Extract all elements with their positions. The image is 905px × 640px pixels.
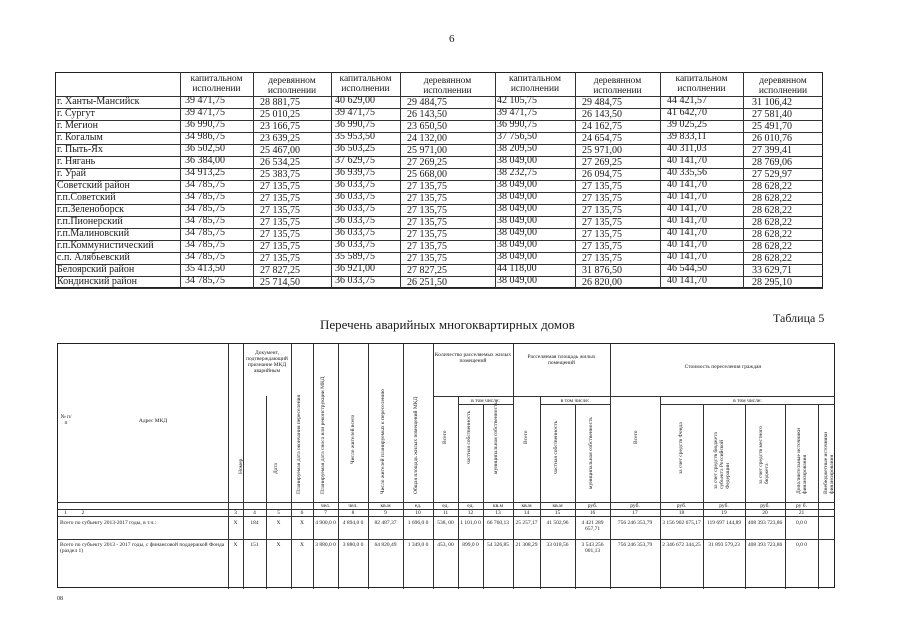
cell-value: 26 143,50	[407, 109, 447, 120]
column-number: 21	[798, 510, 805, 516]
row-name: г. Когалым	[57, 132, 103, 143]
cell-value: 36 921,00	[335, 263, 375, 274]
row-name: г. Сургут	[57, 108, 95, 119]
column-number: 17	[632, 510, 638, 516]
table-row	[55, 120, 823, 132]
cell-value: 25 010,25	[260, 109, 300, 120]
column-number: 8	[351, 510, 355, 516]
cell-value: 25 668,00	[407, 169, 447, 180]
cell-value: 34 986,75	[185, 131, 225, 142]
cell-value: 27 827,25	[260, 265, 300, 276]
cell-value: 23 650,50	[407, 121, 447, 132]
summary-cell: 184	[250, 520, 259, 526]
table-row	[55, 252, 823, 264]
cell-value: 26 820,00	[582, 277, 622, 288]
row-name: г. Пыть-Ях	[57, 144, 103, 155]
cell-value: 27 135,75	[260, 253, 300, 264]
cell-value: 38 049,00	[497, 203, 537, 214]
cost-extra-header: Внебюджетные источники финансирования	[823, 431, 835, 494]
cell-value: 23 166,75	[260, 121, 300, 132]
cell-value: 27 135,75	[407, 181, 447, 192]
cell-value: 34 785,75	[185, 275, 225, 286]
cell-value: 25 383,75	[260, 169, 300, 180]
cell-value: 27 135,75	[407, 229, 447, 240]
emergency-houses-table	[57, 343, 835, 588]
col-count-header: Количество расселяемых жилых помещений	[434, 352, 512, 364]
row-name: Белоярский район	[57, 264, 135, 275]
summary-cell: 64 820,49	[374, 542, 397, 548]
cell-value: 27 135,75	[407, 205, 447, 216]
unit-label: ед.	[414, 503, 422, 509]
cell-value: 36 502,50	[185, 143, 225, 154]
column-number: 19	[721, 510, 727, 516]
summary-cell: 31 893 579,23	[708, 542, 740, 548]
cell-value: 40 141,70	[667, 191, 707, 202]
cell-value: 26 094,75	[582, 169, 622, 180]
cell-value: 40 629,00	[335, 95, 375, 106]
col-cost-header: Стоимость переселения граждан	[684, 364, 762, 370]
summary-cell: 66 760,13	[487, 520, 509, 526]
cell-value: 34 913,25	[185, 167, 225, 178]
summary-cell: 3 880,0 0	[315, 542, 336, 548]
cell-value: 25 971,00	[407, 145, 447, 156]
row-name: г.п.Коммунистический	[57, 240, 154, 251]
cell-value: 36 990,75	[497, 119, 537, 130]
cell-value: 38 049,00	[497, 275, 537, 286]
unit-label: чел.	[320, 503, 331, 509]
cell-value: 39 833,11	[667, 131, 707, 142]
cell-value: 25 491,70	[752, 121, 792, 132]
row-name: Кондинский район	[57, 276, 137, 287]
unit-label: кв.м	[521, 503, 532, 509]
row-name: Советский район	[57, 180, 130, 191]
cost-local-header: за счет средств местного бюджета	[758, 426, 770, 484]
cell-value: 27 135,75	[260, 205, 300, 216]
cell-value: 39 471,75	[185, 95, 225, 106]
unit-label: руб.	[630, 503, 640, 509]
cell-value: 25 467,00	[260, 145, 300, 156]
summary-cell: 3 880,0 0	[342, 542, 364, 548]
summary-cell: X	[233, 520, 238, 526]
cell-value: 34 785,75	[185, 239, 225, 250]
cell-value: 36 384,00	[185, 155, 225, 166]
cell-value: 24 654,75	[582, 133, 622, 144]
summary-cell: 756 246 353,79	[617, 542, 653, 548]
cell-value: 26 143,50	[582, 109, 622, 120]
row-name: г. Нягань	[57, 156, 96, 167]
cell-value: 38 049,00	[497, 179, 537, 190]
table-row	[55, 168, 823, 180]
cell-value: 38 049,00	[497, 239, 537, 250]
unit-label: ру б.	[796, 503, 807, 509]
cell-value: 27 135,75	[260, 181, 300, 192]
cell-value: 34 785,75	[185, 227, 225, 238]
col-area-header: Общая площадь жилых помещений МКД	[413, 396, 419, 494]
cost-total-header: Всего	[633, 430, 639, 444]
summary-cell: 0,0 0	[796, 542, 807, 548]
summary-cell: 756 246 353,79	[617, 520, 653, 526]
column-number: 12	[467, 510, 474, 516]
count-private-header: частная собственность	[466, 410, 472, 464]
cell-value: 35 953,50	[335, 131, 375, 142]
column-header: капитальном исполнении	[675, 74, 728, 94]
column-number: 7	[324, 510, 327, 516]
cell-value: 38 209,50	[497, 143, 537, 154]
col-residents-header: Число жителей всего	[350, 414, 356, 464]
row-name: г.п.Зеленоборск	[57, 204, 124, 215]
summary-cell: 408 393 723,86	[747, 520, 783, 526]
cell-value: 36 033,75	[335, 203, 375, 214]
cell-value: 38 049,00	[497, 155, 537, 166]
table-number: Таблица 5	[773, 311, 825, 325]
cell-value: 27 827,25	[407, 265, 447, 276]
cell-value: 40 141,70	[667, 155, 707, 166]
cell-value: 39 471,75	[497, 107, 537, 118]
cell-value: 37 756,50	[497, 131, 537, 142]
cell-value: 40 141,70	[667, 179, 707, 190]
table-row	[55, 276, 823, 288]
summary-cell: 2 346 672 344,25	[662, 542, 701, 548]
cell-value: 38 232,75	[497, 167, 537, 178]
cell-value: 36 033,75	[335, 239, 375, 250]
column-header: капитальном исполнении	[339, 74, 392, 94]
cell-value: 39 025,25	[667, 119, 707, 130]
cell-value: 28 628,22	[752, 205, 792, 216]
row-name: г. Ханты-Мансийск	[57, 96, 140, 107]
cell-value: 40 141,70	[667, 227, 707, 238]
column-number: 14	[523, 510, 530, 516]
table-caption: Перечень аварийных многоквартирных домов	[320, 317, 575, 332]
summary-cell: 0,0 0	[796, 520, 807, 526]
table-row	[55, 96, 823, 108]
table-row	[55, 132, 823, 144]
row-name: г.п.Пионерский	[57, 216, 123, 227]
column-number: 18	[678, 510, 685, 516]
cell-value: 27 135,75	[407, 253, 447, 264]
col-demolish-header: Планируемая дата сноса или реконструкции МКД	[320, 376, 326, 494]
cell-value: 27 135,75	[407, 217, 447, 228]
cell-value: 44 118,00	[497, 263, 537, 274]
unit-label: руб.	[587, 503, 598, 509]
summary-cell: 151	[250, 542, 259, 548]
cell-value: 25 971,00	[582, 145, 622, 156]
column-header: деревянном исполнении	[267, 76, 317, 96]
cell-value: 26 010,76	[752, 133, 792, 144]
cell-value: 28 628,22	[752, 217, 792, 228]
incl-header-2: в том числе:	[560, 398, 590, 404]
cell-value: 28 881,75	[260, 97, 300, 108]
table-row	[55, 180, 823, 192]
table-row	[55, 204, 823, 216]
cell-value: 27 135,75	[260, 217, 300, 228]
row-name: с.п. Алябьевский	[57, 252, 130, 263]
footer-mark: 08	[57, 596, 63, 602]
unit-label: кв.м	[492, 503, 504, 509]
cell-value: 27 581,40	[752, 109, 792, 120]
summary-cell: X	[233, 542, 238, 548]
col-number-header: № п/п	[60, 414, 72, 426]
cell-value: 34 785,75	[185, 179, 225, 190]
summary-cell: 33 018,56	[546, 542, 569, 548]
summary-cell: 453, 00	[437, 542, 454, 548]
unit-label: чел.	[348, 503, 358, 509]
column-number: 13	[495, 510, 501, 516]
cell-value: 27 135,75	[582, 205, 622, 216]
incl-header-3: в том числе:	[733, 398, 762, 404]
table-row	[55, 156, 823, 168]
cell-value: 27 135,75	[582, 193, 622, 204]
unit-label: ед.	[467, 503, 474, 509]
cell-value: 31 876,50	[582, 265, 622, 276]
table-row	[55, 144, 823, 156]
cell-value: 42 105,75	[497, 95, 537, 106]
cell-value: 27 529,97	[752, 169, 792, 180]
cell-value: 28 769,06	[752, 157, 792, 168]
col-area-res-header: Расселяемая площадь жилых помещений	[527, 354, 596, 366]
summary-cell: 408 393 723,86	[747, 542, 783, 548]
cell-value: 40 141,70	[667, 275, 707, 286]
unit-label: кв.м	[552, 503, 563, 509]
cell-value: 27 135,75	[260, 193, 300, 204]
summary-cell: 82 487,37	[374, 520, 397, 526]
unit-label: руб.	[719, 503, 729, 509]
column-number: 20	[762, 510, 768, 516]
cell-value: 31 106,42	[752, 97, 792, 108]
cell-value: 24 162,75	[582, 121, 622, 132]
summary-row-label: Всего по субъекту 2013 - 2017 годы, с финансовой поддержкой Фонда (раздел 1)	[60, 542, 225, 554]
summary-cell: 4 900,0 0	[315, 520, 336, 526]
cell-value: 39 471,75	[335, 107, 375, 118]
cell-value: 38 049,00	[497, 215, 537, 226]
cell-value: 39 471,75	[185, 107, 225, 118]
table-row	[55, 108, 823, 120]
cell-value: 27 135,75	[407, 193, 447, 204]
column-header: деревянном исполнении	[593, 76, 642, 96]
cell-value: 40 311,03	[667, 143, 707, 154]
cell-value: 40 141,70	[667, 215, 707, 226]
cell-value: 35 413,50	[185, 263, 225, 274]
summary-cell: 1 349,0 0	[407, 542, 429, 548]
row-name: г.п.Советский	[57, 192, 116, 203]
column-header: капитальном исполнении	[508, 74, 562, 94]
summary-row-label: Всего по субъекту 2013-2017 годы, в т.ч.:	[60, 520, 157, 526]
column-number: 15	[554, 510, 561, 516]
cell-value: 38 049,00	[497, 191, 537, 202]
unit-label: кв.м	[380, 503, 391, 509]
cell-value: 29 484,75	[582, 97, 622, 108]
summary-cell: 25 257,17	[515, 520, 538, 526]
table-row	[55, 192, 823, 204]
cell-value: 27 135,75	[582, 253, 622, 264]
cell-value: 27 135,75	[260, 229, 300, 240]
row-name: г. Мегион	[57, 120, 98, 131]
summary-cell: 1 696,0 0	[407, 520, 429, 526]
cell-value: 27 135,75	[582, 229, 622, 240]
summary-cell: X	[300, 520, 304, 526]
cell-value: 37 629,75	[335, 155, 375, 166]
cell-value: 36 033,75	[335, 215, 375, 226]
column-number: 3	[234, 510, 237, 516]
summary-cell: 3 156 902 675,17	[662, 520, 701, 526]
cell-value: 40 141,70	[667, 239, 707, 250]
col-residents-plan-header: Число жителей планируемых к переселению	[380, 389, 386, 494]
table-row	[55, 240, 823, 252]
cell-value: 28 628,22	[752, 193, 792, 204]
cost-subject-header: за счет средств бюджета субъекта Российской Федерации	[713, 432, 731, 489]
col-document-header: Документ, подтверждающий признание МКД аварийным	[246, 350, 288, 374]
summary-cell: 1 101,0 0	[460, 520, 481, 526]
cell-value: 26 534,25	[260, 157, 300, 168]
cell-value: 24 132,00	[407, 133, 447, 144]
unit-label: руб.	[676, 503, 687, 509]
cell-value: 27 135,75	[582, 241, 622, 252]
cell-value: 33 629,71	[752, 265, 792, 276]
summary-cell: 54 326,85	[487, 542, 509, 548]
summary-cell: 41 502,96	[546, 520, 569, 526]
cell-value: 38 049,00	[497, 251, 537, 262]
cell-value: 23 639,25	[260, 133, 300, 144]
column-header: деревянном исполнении	[758, 76, 808, 96]
summary-cell: 3 543 256 001,13	[581, 542, 604, 554]
row-name: г. Урай	[57, 168, 86, 179]
unit-label: ед.	[442, 503, 449, 509]
cell-value: 35 589,75	[335, 251, 375, 262]
summary-cell: 4 894,0 0	[342, 520, 364, 526]
col-doc-number-header: Номер	[238, 458, 244, 474]
incl-header-1: в том числе:	[471, 398, 500, 404]
column-number: 5	[277, 510, 280, 516]
count-total-header: Всего	[442, 430, 448, 444]
cell-value: 27 135,75	[407, 241, 447, 252]
cell-value: 34 785,75	[185, 215, 225, 226]
cell-value: 28 628,22	[752, 241, 792, 252]
summary-cell: X	[300, 542, 304, 548]
cell-value: 36 033,75	[335, 191, 375, 202]
cell-value: 36 503,25	[335, 143, 375, 154]
cost-fund-header: за счет средств Фонда	[678, 422, 684, 474]
cell-value: 27 269,25	[407, 157, 447, 168]
table-row	[55, 264, 823, 276]
count-municipal-header: муниципальная собственность	[493, 402, 499, 474]
page-number: 6	[449, 33, 455, 45]
cell-value: 40 141,70	[667, 203, 707, 214]
cost-additional-header: Дополнительные источники финансирования	[796, 428, 808, 494]
cell-value: 36 033,75	[335, 179, 375, 190]
cell-value: 28 628,22	[752, 253, 792, 264]
column-number: 9	[384, 510, 387, 516]
row-name: г.п.Малиновский	[57, 228, 130, 239]
column-number: 10	[415, 510, 421, 516]
column-header: деревянном исполнении	[423, 76, 472, 96]
summary-cell: 119 697 144,89	[706, 520, 742, 526]
cell-value: 36 990,75	[335, 119, 375, 130]
col-address-header: Адрес МКД	[138, 418, 168, 424]
cell-value: 44 421,57	[667, 95, 707, 106]
col-plan-date-header: Планируемая дата окончания переселения	[296, 394, 302, 494]
cell-value: 46 544,50	[667, 263, 707, 274]
cell-value: 28 628,22	[752, 229, 792, 240]
area-municipal-header: муниципальная собственность	[588, 417, 594, 489]
cell-value: 40 335,56	[667, 167, 707, 178]
summary-cell: 538, 00	[437, 520, 454, 526]
cell-value: 27 135,75	[582, 181, 622, 192]
row-divider	[55, 288, 823, 289]
summary-cell: 4 421 289 657,71	[581, 520, 604, 532]
cell-value: 36 033,75	[335, 227, 375, 238]
column-number: 11	[442, 510, 449, 516]
cell-value: 40 141,70	[667, 251, 707, 262]
column-number: 4	[253, 510, 256, 516]
column-number: 1	[64, 510, 67, 516]
table-row	[55, 228, 823, 240]
column-number: 2	[81, 510, 85, 516]
column-header: капитальном исполнении	[190, 74, 243, 94]
cell-value: 26 251,50	[407, 277, 447, 288]
summary-cell: X	[276, 542, 281, 548]
cell-value: 25 714,50	[260, 277, 300, 288]
summary-cell: 21 308,29	[515, 542, 538, 548]
cell-value: 27 269,25	[582, 157, 622, 168]
cell-value: 27 135,75	[260, 241, 300, 252]
cell-value: 27 399,41	[752, 145, 792, 156]
unit-label: руб.	[760, 503, 770, 509]
cell-value: 34 785,75	[185, 203, 225, 214]
cell-value: 36 990,75	[185, 119, 225, 130]
cell-value: 36 939,75	[335, 167, 375, 178]
cell-value: 38 049,00	[497, 227, 537, 238]
cell-value: 27 135,75	[582, 217, 622, 228]
column-number: 6	[300, 510, 304, 516]
area-private-header: частная собственность	[553, 420, 559, 474]
cell-value: 36 033,75	[335, 275, 375, 286]
column-number: 16	[589, 510, 596, 516]
cell-value: 28 295,10	[752, 277, 792, 288]
cell-value: 29 484,75	[407, 97, 447, 108]
cell-value: 41 642,70	[667, 107, 707, 118]
area-total-header: Всего	[523, 430, 529, 444]
cell-value: 34 785,75	[185, 251, 225, 262]
cell-value: 34 785,75	[185, 191, 225, 202]
summary-cell: X	[276, 520, 281, 526]
summary-cell: 899,0 0	[462, 542, 479, 548]
table-row	[55, 216, 823, 228]
cell-value: 28 628,22	[752, 181, 792, 192]
col-doc-date-header: Дата	[273, 463, 279, 474]
